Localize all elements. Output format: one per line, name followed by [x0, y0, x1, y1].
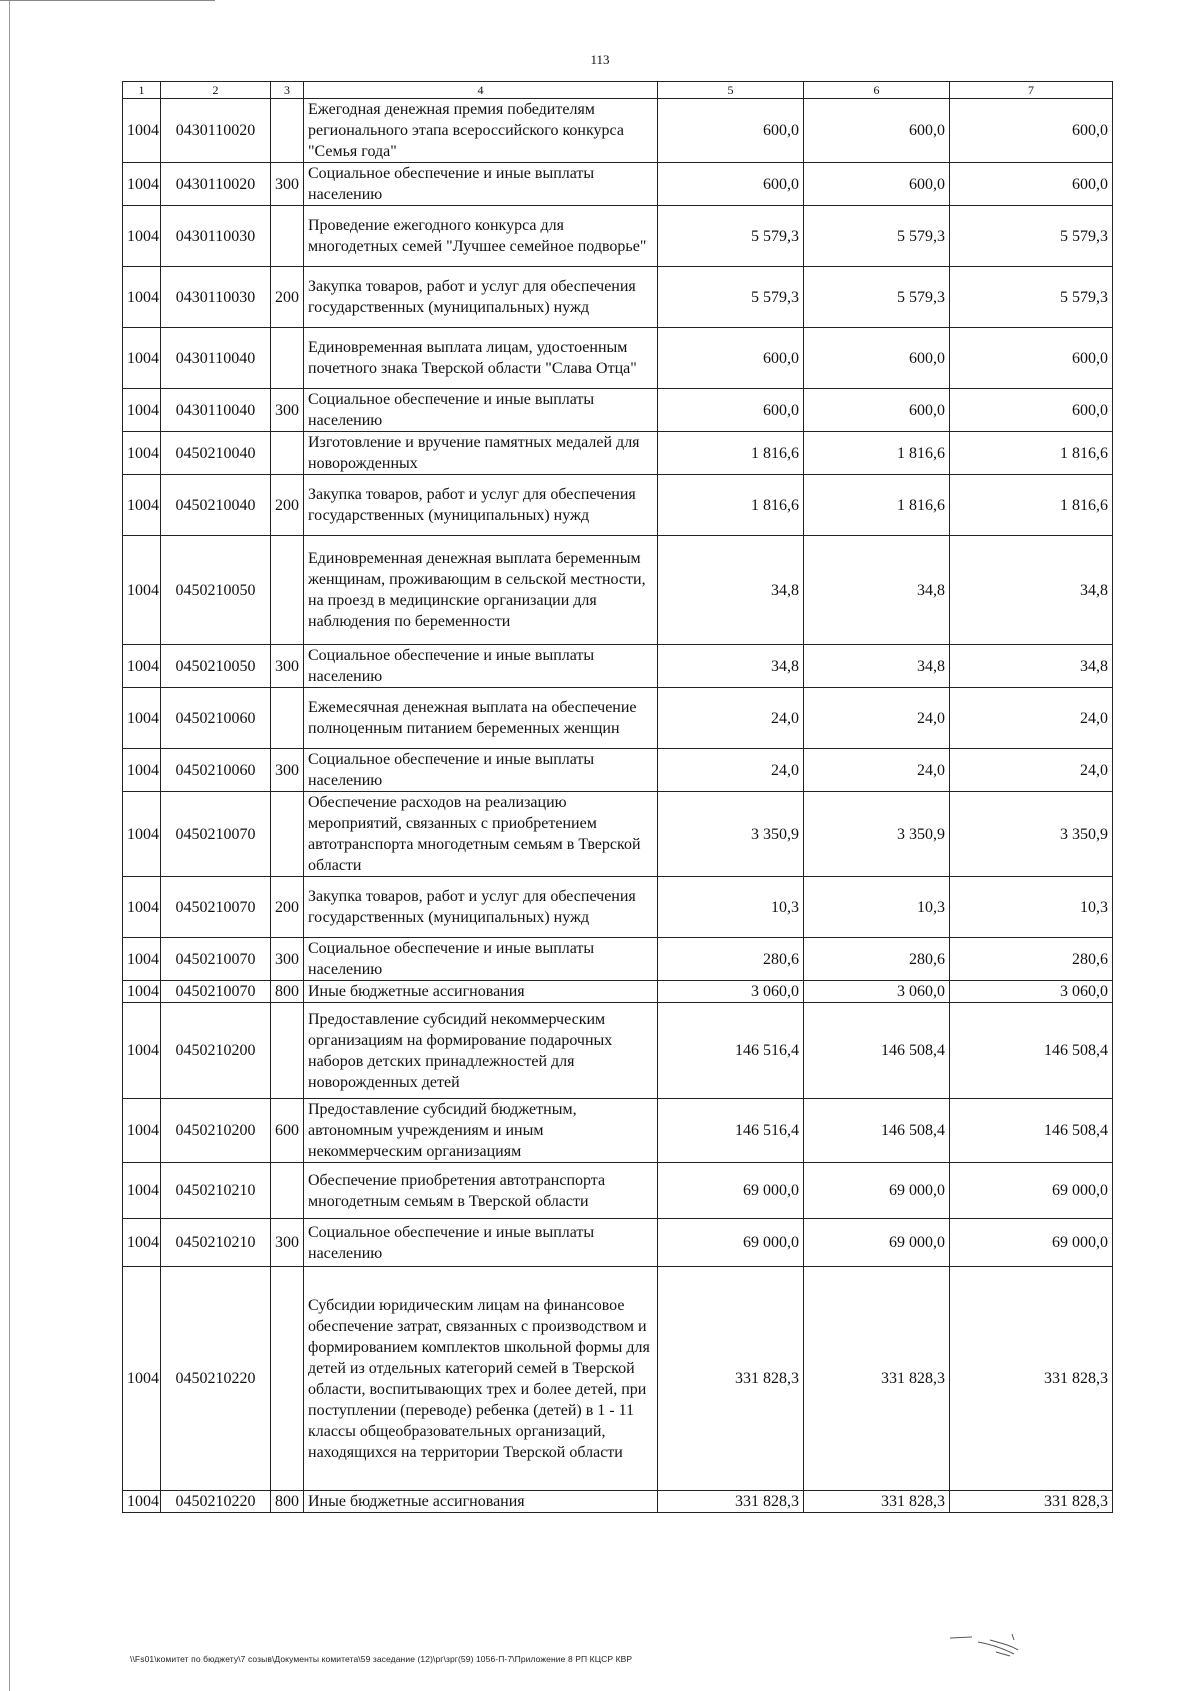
amount-col6-cell: 3 060,0	[804, 981, 950, 1003]
amount-col6-cell: 3 350,9	[804, 792, 950, 877]
amount-col5-cell: 24,0	[658, 749, 804, 792]
table-row	[123, 1003, 1113, 1099]
table-row	[123, 1219, 1113, 1267]
expense-type-cell: 300	[271, 389, 304, 432]
target-code-cell: 0450210200	[161, 1099, 271, 1163]
column-header-row	[123, 82, 1113, 99]
amount-col6-cell: 10,3	[804, 877, 950, 938]
item-name-cell: Единовременная денежная выплата беременным женщинам, проживающим в сельской местности, на проезд в медицинские организации для наблюдения по беременности	[304, 536, 658, 645]
column-header: 7	[950, 82, 1113, 99]
target-code-cell: 0430110030	[161, 206, 271, 267]
section-code-cell: 1004	[123, 1219, 161, 1267]
item-name-cell: Социальное обеспечение и иные выплаты населению	[304, 749, 658, 792]
item-name-cell: Закупка товаров, работ и услуг для обеспечения государственных (муниципальных) нужд	[304, 267, 658, 328]
section-code-cell: 1004	[123, 645, 161, 688]
expense-type-cell: 200	[271, 475, 304, 536]
amount-col5-cell: 69 000,0	[658, 1163, 804, 1219]
expense-type-cell	[271, 688, 304, 749]
target-code-cell: 0450210040	[161, 432, 271, 475]
item-name-cell: Ежегодная денежная премия победителям регионального этапа всероссийского конкурса "Семья года"	[304, 99, 658, 163]
item-name-cell: Изготовление и вручение памятных медалей для новорожденных	[304, 432, 658, 475]
scan-edge-left	[9, 0, 10, 1691]
expense-type-cell	[271, 99, 304, 163]
table-row	[123, 475, 1113, 536]
target-code-cell: 0450210060	[161, 749, 271, 792]
amount-col7-cell: 331 828,3	[950, 1267, 1113, 1491]
item-name-cell: Социальное обеспечение и иные выплаты населению	[304, 389, 658, 432]
column-header: 4	[304, 82, 658, 99]
item-name-cell: Предоставление субсидий бюджетным, автономным учреждениям и иным некоммерческим организациям	[304, 1099, 658, 1163]
item-name-cell: Ежемесячная денежная выплата на обеспечение полноценным питанием беременных женщин	[304, 688, 658, 749]
table-row	[123, 877, 1113, 938]
amount-col6-cell: 331 828,3	[804, 1267, 950, 1491]
amount-col7-cell: 34,8	[950, 645, 1113, 688]
amount-col7-cell: 1 816,6	[950, 475, 1113, 536]
amount-col7-cell: 600,0	[950, 163, 1113, 206]
table-row	[123, 938, 1113, 981]
amount-col7-cell: 34,8	[950, 536, 1113, 645]
table-row	[123, 1163, 1113, 1219]
section-code-cell: 1004	[123, 1491, 161, 1513]
amount-col7-cell: 280,6	[950, 938, 1113, 981]
section-code-cell: 1004	[123, 206, 161, 267]
item-name-cell: Иные бюджетные ассигнования	[304, 981, 658, 1003]
amount-col5-cell: 3 350,9	[658, 792, 804, 877]
amount-col5-cell: 1 816,6	[658, 432, 804, 475]
budget-table	[122, 81, 1113, 1513]
section-code-cell: 1004	[123, 536, 161, 645]
amount-col6-cell: 69 000,0	[804, 1219, 950, 1267]
column-header: 5	[658, 82, 804, 99]
amount-col5-cell: 600,0	[658, 163, 804, 206]
amount-col6-cell: 1 816,6	[804, 432, 950, 475]
expense-type-cell	[271, 1163, 304, 1219]
target-code-cell: 0450210210	[161, 1163, 271, 1219]
amount-col6-cell: 5 579,3	[804, 206, 950, 267]
amount-col7-cell: 3 060,0	[950, 981, 1113, 1003]
table-row	[123, 206, 1113, 267]
amount-col6-cell: 600,0	[804, 328, 950, 389]
amount-col6-cell: 331 828,3	[804, 1491, 950, 1513]
expense-type-cell: 300	[271, 938, 304, 981]
amount-col7-cell: 146 508,4	[950, 1003, 1113, 1099]
amount-col5-cell: 34,8	[658, 645, 804, 688]
table-row	[123, 645, 1113, 688]
expense-type-cell: 300	[271, 163, 304, 206]
amount-col5-cell: 24,0	[658, 688, 804, 749]
page-number: 113	[590, 52, 610, 67]
item-name-cell: Иные бюджетные ассигнования	[304, 1491, 658, 1513]
amount-col7-cell: 69 000,0	[950, 1163, 1113, 1219]
table-row	[123, 981, 1113, 1003]
target-code-cell: 0450210070	[161, 792, 271, 877]
section-code-cell: 1004	[123, 1099, 161, 1163]
target-code-cell: 0450210070	[161, 938, 271, 981]
table-row	[123, 328, 1113, 389]
target-code-cell: 0450210060	[161, 688, 271, 749]
target-code-cell: 0430110040	[161, 328, 271, 389]
amount-col7-cell: 600,0	[950, 99, 1113, 163]
amount-col5-cell: 146 516,4	[658, 1003, 804, 1099]
item-name-cell: Обеспечение приобретения автотранспорта многодетным семьям в Тверской области	[304, 1163, 658, 1219]
amount-col5-cell: 331 828,3	[658, 1267, 804, 1491]
table-row	[123, 389, 1113, 432]
amount-col6-cell: 280,6	[804, 938, 950, 981]
amount-col6-cell: 600,0	[804, 389, 950, 432]
section-code-cell: 1004	[123, 99, 161, 163]
amount-col5-cell: 331 828,3	[658, 1491, 804, 1513]
expense-type-cell: 600	[271, 1099, 304, 1163]
amount-col5-cell: 3 060,0	[658, 981, 804, 1003]
item-name-cell: Социальное обеспечение и иные выплаты населению	[304, 1219, 658, 1267]
expense-type-cell	[271, 792, 304, 877]
amount-col6-cell: 34,8	[804, 645, 950, 688]
section-code-cell: 1004	[123, 1003, 161, 1099]
section-code-cell: 1004	[123, 877, 161, 938]
amount-col7-cell: 24,0	[950, 688, 1113, 749]
expense-type-cell	[271, 1267, 304, 1491]
item-name-cell: Единовременная выплата лицам, удостоенным почетного знака Тверской области "Слава Отца"	[304, 328, 658, 389]
scan-edge-top	[0, 0, 215, 1]
target-code-cell: 0430110020	[161, 99, 271, 163]
item-name-cell: Социальное обеспечение и иные выплаты населению	[304, 645, 658, 688]
target-code-cell: 0430110040	[161, 389, 271, 432]
expense-type-cell: 300	[271, 1219, 304, 1267]
column-header: 6	[804, 82, 950, 99]
amount-col6-cell: 24,0	[804, 749, 950, 792]
amount-col7-cell: 1 816,6	[950, 432, 1113, 475]
amount-col7-cell: 3 350,9	[950, 792, 1113, 877]
amount-col5-cell: 600,0	[658, 389, 804, 432]
amount-col5-cell: 600,0	[658, 99, 804, 163]
amount-col5-cell: 5 579,3	[658, 267, 804, 328]
amount-col7-cell: 10,3	[950, 877, 1113, 938]
section-code-cell: 1004	[123, 432, 161, 475]
target-code-cell: 0450210040	[161, 475, 271, 536]
section-code-cell: 1004	[123, 1267, 161, 1491]
target-code-cell: 0430110020	[161, 163, 271, 206]
amount-col7-cell: 146 508,4	[950, 1099, 1113, 1163]
expense-type-cell	[271, 1003, 304, 1099]
amount-col5-cell: 1 816,6	[658, 475, 804, 536]
section-code-cell: 1004	[123, 981, 161, 1003]
amount-col7-cell: 5 579,3	[950, 206, 1113, 267]
expense-type-cell: 800	[271, 981, 304, 1003]
amount-col6-cell: 69 000,0	[804, 1163, 950, 1219]
item-name-cell: Социальное обеспечение и иные выплаты населению	[304, 938, 658, 981]
expense-type-cell: 800	[271, 1491, 304, 1513]
target-code-cell: 0450210210	[161, 1219, 271, 1267]
section-code-cell: 1004	[123, 1163, 161, 1219]
amount-col6-cell: 34,8	[804, 536, 950, 645]
amount-col5-cell: 600,0	[658, 328, 804, 389]
expense-type-cell	[271, 328, 304, 389]
amount-col5-cell: 69 000,0	[658, 1219, 804, 1267]
amount-col5-cell: 10,3	[658, 877, 804, 938]
section-code-cell: 1004	[123, 688, 161, 749]
table-row	[123, 536, 1113, 645]
table-row	[123, 432, 1113, 475]
section-code-cell: 1004	[123, 475, 161, 536]
target-code-cell: 0450210200	[161, 1003, 271, 1099]
amount-col6-cell: 600,0	[804, 99, 950, 163]
section-code-cell: 1004	[123, 792, 161, 877]
amount-col7-cell: 331 828,3	[950, 1491, 1113, 1513]
target-code-cell: 0450210050	[161, 536, 271, 645]
expense-type-cell	[271, 536, 304, 645]
section-code-cell: 1004	[123, 938, 161, 981]
item-name-cell: Социальное обеспечение и иные выплаты населению	[304, 163, 658, 206]
item-name-cell: Закупка товаров, работ и услуг для обеспечения государственных (муниципальных) нужд	[304, 475, 658, 536]
item-name-cell: Закупка товаров, работ и услуг для обеспечения государственных (муниципальных) нужд	[304, 877, 658, 938]
section-code-cell: 1004	[123, 267, 161, 328]
table-row	[123, 688, 1113, 749]
table-row	[123, 163, 1113, 206]
target-code-cell: 0430110030	[161, 267, 271, 328]
section-code-cell: 1004	[123, 163, 161, 206]
table-row	[123, 99, 1113, 163]
amount-col6-cell: 146 508,4	[804, 1099, 950, 1163]
amount-col7-cell: 600,0	[950, 389, 1113, 432]
section-code-cell: 1004	[123, 749, 161, 792]
table-row	[123, 1491, 1113, 1513]
section-code-cell: 1004	[123, 328, 161, 389]
amount-col5-cell: 280,6	[658, 938, 804, 981]
expense-type-cell	[271, 432, 304, 475]
target-code-cell: 0450210220	[161, 1267, 271, 1491]
table-row	[123, 792, 1113, 877]
amount-col5-cell: 5 579,3	[658, 206, 804, 267]
expense-type-cell	[271, 206, 304, 267]
amount-col5-cell: 34,8	[658, 536, 804, 645]
item-name-cell: Предоставление субсидий некоммерческим организациям на формирование подарочных наборов детских принадлежностей для новорожденных детей	[304, 1003, 658, 1099]
table-row	[123, 1099, 1113, 1163]
expense-type-cell: 200	[271, 877, 304, 938]
footer-file-path: \\Fs01\комитет по бюджету\7 созыв\Документы комитета\59 заседание (12)\рг\зрг(59) 1056-П-7\Приложение 8 РП КЦСР КВР	[130, 1654, 633, 1664]
column-header: 3	[271, 82, 304, 99]
amount-col7-cell: 24,0	[950, 749, 1113, 792]
column-header: 1	[123, 82, 161, 99]
amount-col6-cell: 600,0	[804, 163, 950, 206]
amount-col7-cell: 69 000,0	[950, 1219, 1113, 1267]
expense-type-cell: 200	[271, 267, 304, 328]
target-code-cell: 0450210070	[161, 981, 271, 1003]
expense-type-cell: 300	[271, 645, 304, 688]
signature-mark	[930, 1630, 1050, 1670]
section-code-cell: 1004	[123, 389, 161, 432]
item-name-cell: Обеспечение расходов на реализацию мероприятий, связанных с приобретением автотранспорта многодетным семьям в Тверской области	[304, 792, 658, 877]
amount-col5-cell: 146 516,4	[658, 1099, 804, 1163]
amount-col7-cell: 600,0	[950, 328, 1113, 389]
amount-col6-cell: 24,0	[804, 688, 950, 749]
column-header: 2	[161, 82, 271, 99]
table-row	[123, 1267, 1113, 1491]
target-code-cell: 0450210070	[161, 877, 271, 938]
item-name-cell: Проведение ежегодного конкурса для многодетных семей "Лучшее семейное подворье"	[304, 206, 658, 267]
table-row	[123, 267, 1113, 328]
amount-col6-cell: 146 508,4	[804, 1003, 950, 1099]
item-name-cell: Субсидии юридическим лицам на финансовое обеспечение затрат, связанных с производством и формированием комплектов школьной формы для детей из отдельных категорий семей в Тверской области, воспитывающих трех и более детей, при поступлении (переводе) ребенка (детей) в 1 - 11 классы общеобразовательных организаций, находящихся на территории Тверской области	[304, 1267, 658, 1491]
table-row	[123, 749, 1113, 792]
amount-col7-cell: 5 579,3	[950, 267, 1113, 328]
table-body	[123, 82, 1113, 1513]
expense-type-cell: 300	[271, 749, 304, 792]
target-code-cell: 0450210050	[161, 645, 271, 688]
amount-col6-cell: 1 816,6	[804, 475, 950, 536]
target-code-cell: 0450210220	[161, 1491, 271, 1513]
amount-col6-cell: 5 579,3	[804, 267, 950, 328]
